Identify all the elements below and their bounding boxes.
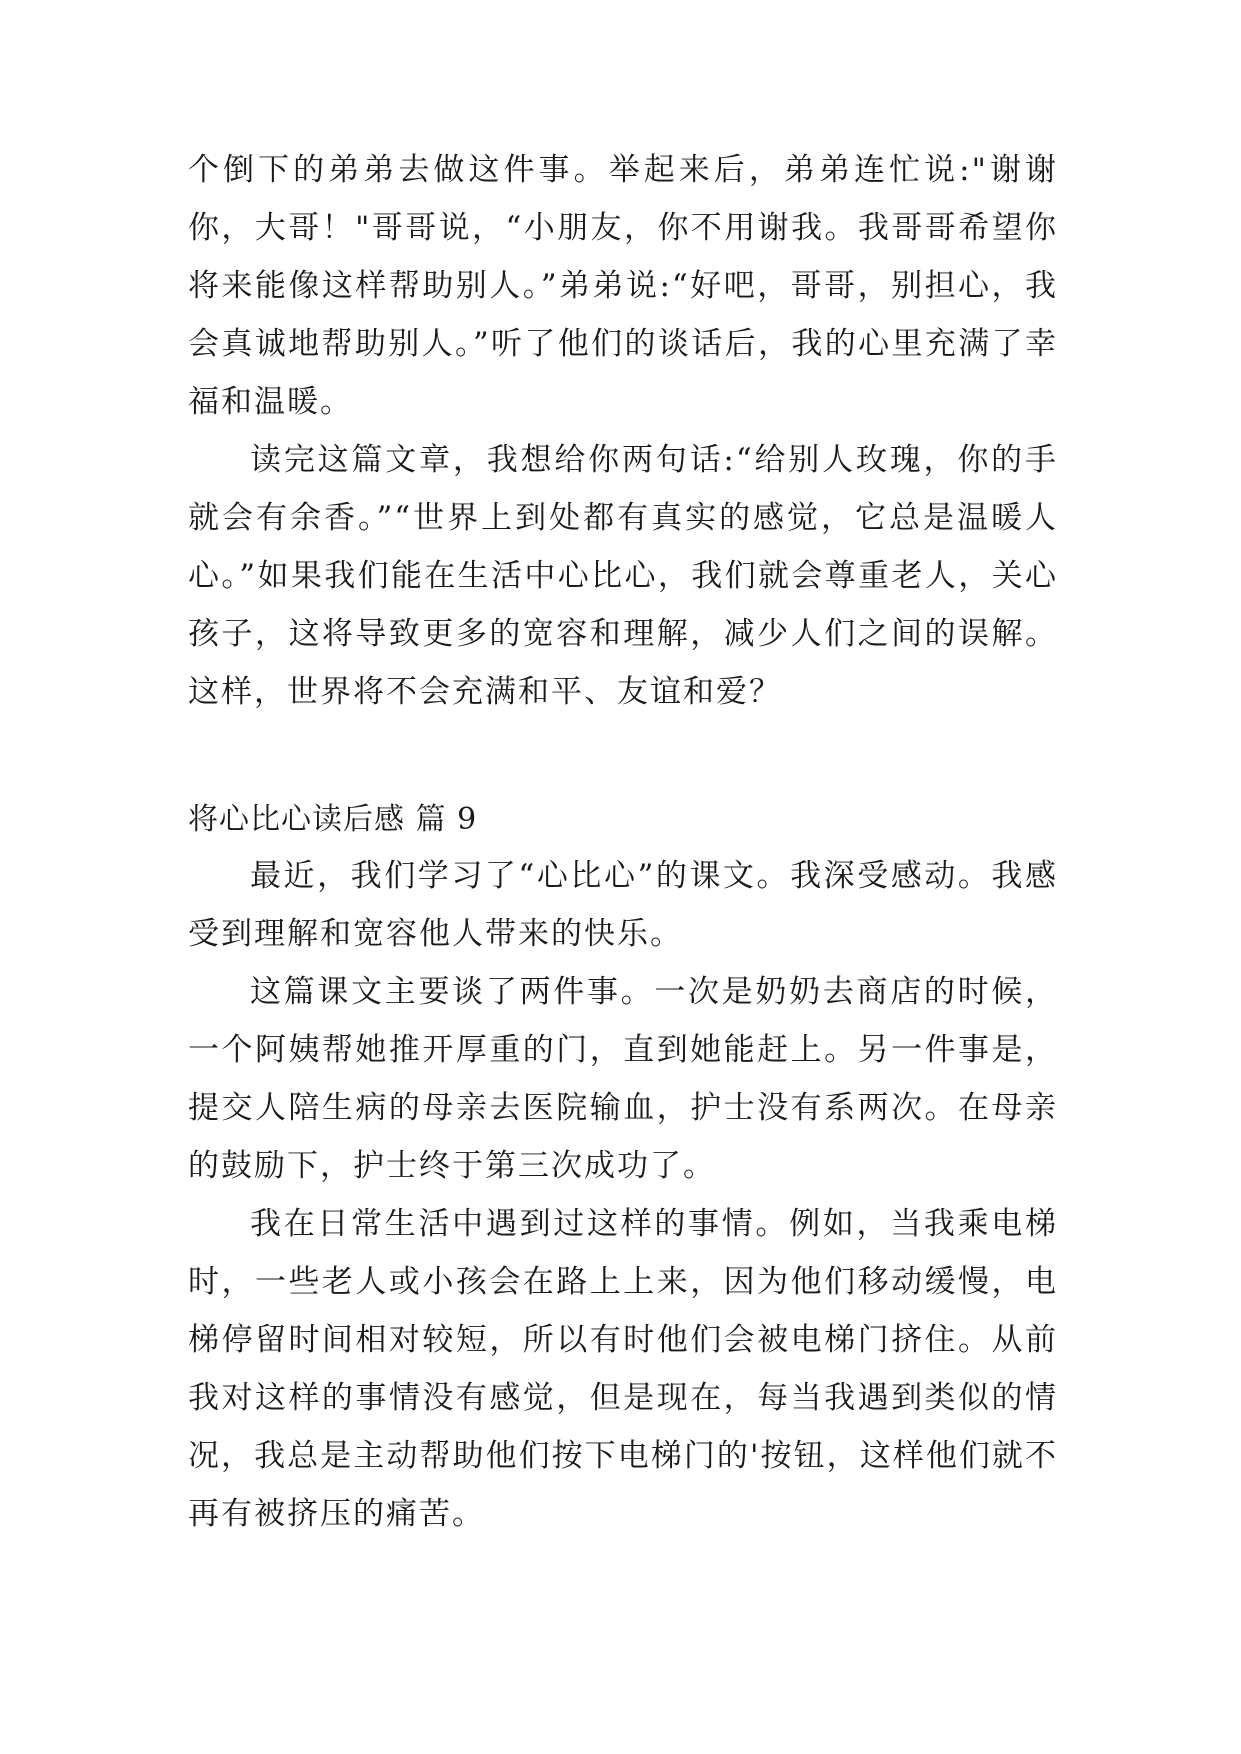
paragraph-continued: 个倒下的弟弟去做这件事。举起来后，弟弟连忙说:"谢谢你，大哥！"哥哥说，“小朋友，你不用谢我。我哥哥希望你将来能像这样帮助别人。”弟弟说:“好吧，哥哥，别担心，我会真诚地帮助别人。”听了他们的谈话后，我的心里充满了幸福和温暖。 [188,152,1058,420]
paragraph: 读完这篇文章，我想给你两句话:“给别人玫瑰，你的手就会有余香。”“世界上到处都有真实的感觉，它总是温暖人心。”如果我们能在生活中心比心，我们就会尊重老人，关心孩子，这将导致更多的宽容和理解，减少人们之间的误解。这样，世界将不会充满和平、友谊和爱？ [188,442,1058,710]
paragraph: 这篇课文主要谈了两件事。一次是奶奶去商店的时候，一个阿姨帮她推开厚重的门，直到她能赶上。另一件事是，提交人陪生病的母亲去医院输血，护士没有系两次。在母亲的鼓励下，护士终于第三次成功了。 [188,974,1058,1184]
section-heading: 将心比心读后感 篇 9 [188,802,478,837]
section-a [188,141,1058,721]
paragraph: 我在日常生活中遇到过这样的事情。例如，当我乘电梯时，一些老人或小孩会在路上上来，因为他们移动缓慢，电梯停留时间相对较短，所以有时他们会被电梯门挤住。从前我对这样的事情没有感觉，但是现在，每当我遇到类似的情况，我总是主动帮助他们按下电梯门的'按钮，这样他们就不再有被挤压的痛苦。 [188,1206,1058,1532]
section-b [188,847,1058,1543]
paragraph: 最近，我们学习了“心比心”的课文。我深受感动。我感受到理解和宽容他人带来的快乐。 [188,858,1058,952]
